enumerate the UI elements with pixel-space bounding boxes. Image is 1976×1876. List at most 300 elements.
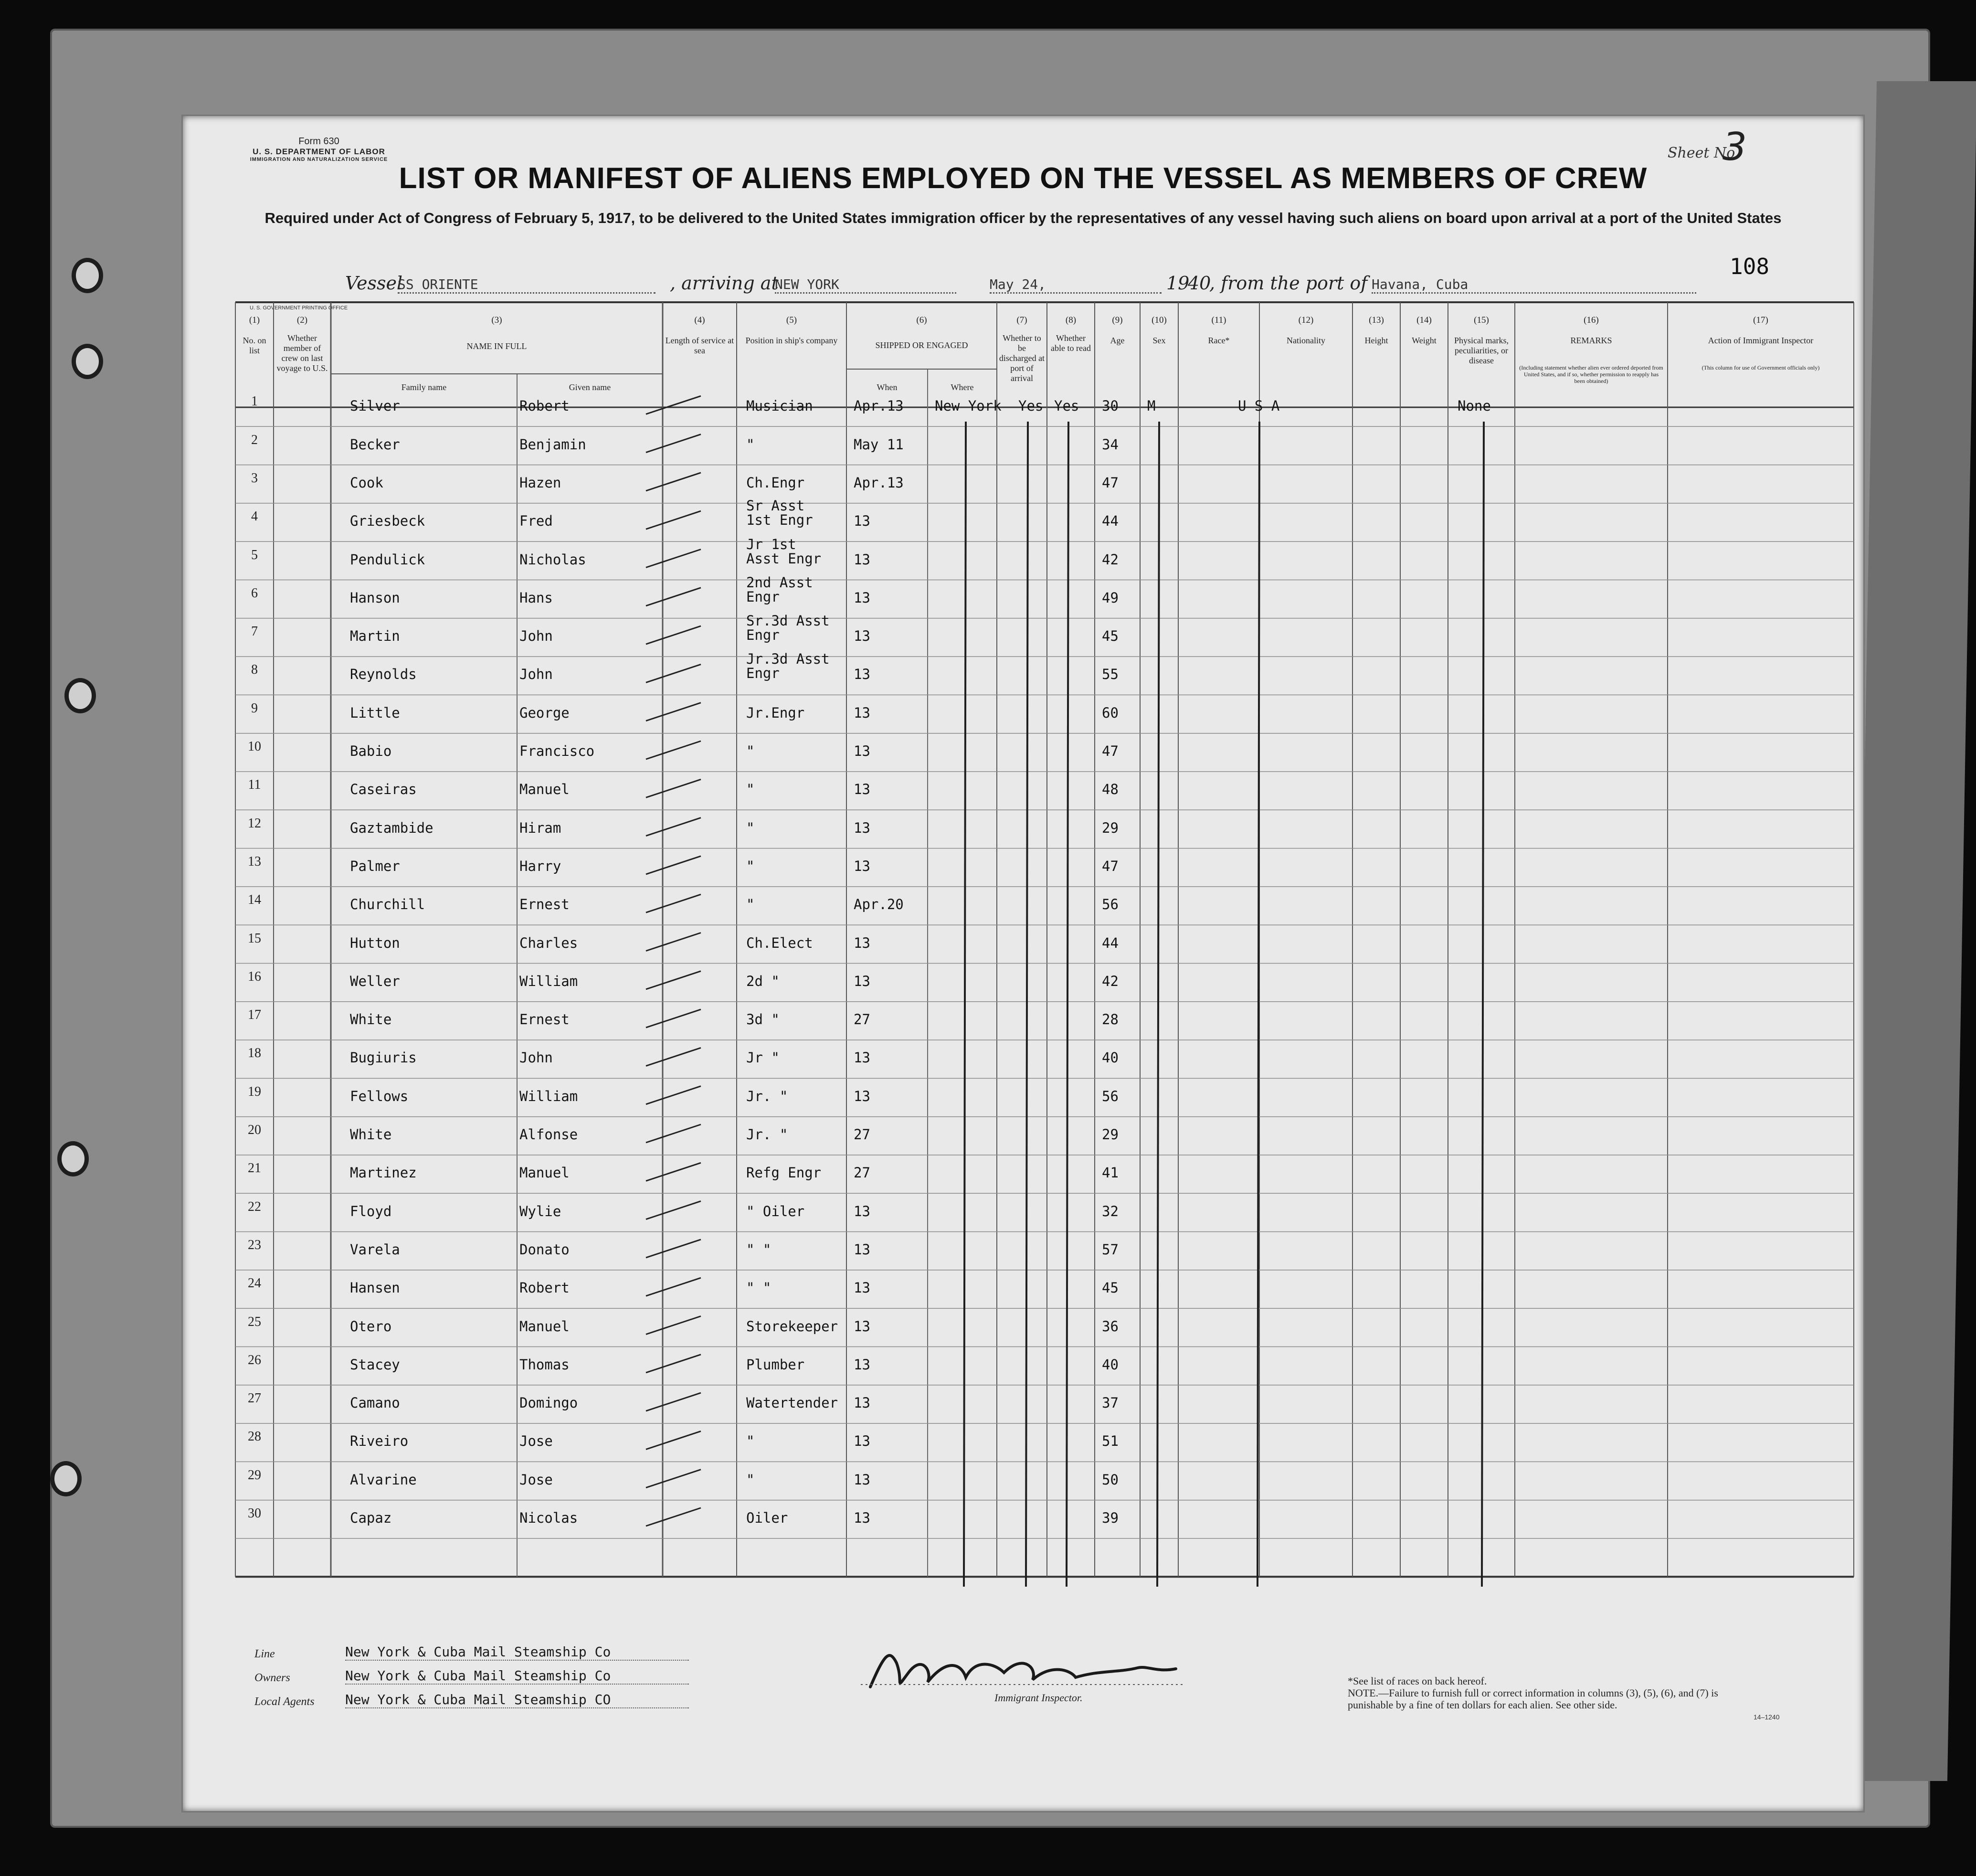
column-header: Nationality xyxy=(1287,336,1325,345)
service-tick-mark xyxy=(646,1470,701,1488)
cell-no: 15 xyxy=(248,931,261,946)
cell-position: 2nd Asst xyxy=(746,574,813,591)
cell-no: 1 xyxy=(251,394,258,409)
column-header: Position in ship's company xyxy=(745,336,838,345)
cell-when: 13 xyxy=(854,551,870,568)
column-subheader: When xyxy=(877,382,898,392)
arrival-port: NEW YORK xyxy=(775,276,956,294)
cell-given: Benjamin xyxy=(519,436,586,453)
cell-position: " Oiler xyxy=(746,1203,805,1219)
cell-position: " xyxy=(746,743,755,759)
form-code: 14–1240 xyxy=(1754,1713,1780,1721)
cell-age: 37 xyxy=(1102,1395,1119,1411)
cell-no: 6 xyxy=(251,585,258,601)
column-note: (Including statement whether alien ever ordered deported from United States, and if so, whether permission to reapply has been obtained) xyxy=(1519,364,1663,384)
cell-position-cont: Engr xyxy=(746,665,780,682)
cell-position: Ch.Elect xyxy=(746,934,813,951)
cell-position-cont: Engr xyxy=(746,627,780,644)
service-tick-mark xyxy=(646,1124,701,1143)
cell-given: William xyxy=(519,1088,578,1104)
cell-age: 42 xyxy=(1102,973,1119,989)
cell-when: 13 xyxy=(854,666,870,683)
service-tick-mark xyxy=(646,818,701,836)
cell-when: 13 xyxy=(854,1203,870,1219)
page-title: LIST OR MANIFEST OF ALIENS EMPLOYED ON THE VESSEL AS MEMBERS OF CREW xyxy=(399,162,1648,195)
cell-no: 29 xyxy=(248,1467,261,1483)
binder-hole xyxy=(64,678,96,713)
cell-age: 41 xyxy=(1102,1165,1119,1181)
column-number: (15) xyxy=(1474,315,1489,325)
column-subheader: Family name xyxy=(401,382,447,392)
cell-position: Jr. " xyxy=(746,1088,788,1104)
cell-age: 47 xyxy=(1102,474,1119,491)
owners-value: New York & Cuba Mail Steamship Co xyxy=(345,1668,689,1685)
cell-age: 56 xyxy=(1102,896,1119,913)
ditto-stroke xyxy=(964,422,966,1587)
cell-family: Hutton xyxy=(350,934,400,951)
cell-given: John xyxy=(519,628,553,645)
cell-family: Riveiro xyxy=(350,1433,409,1450)
column-subheader: Where xyxy=(951,382,974,392)
cell-family: Cook xyxy=(350,474,383,491)
cell-family: Hansen xyxy=(350,1280,400,1296)
cell-no: 10 xyxy=(248,739,261,754)
column-header: Physical marks, peculiarities, or disease xyxy=(1454,336,1509,365)
cell-no: 2 xyxy=(251,432,258,447)
cell-age: 29 xyxy=(1102,1126,1119,1143)
cell-family: Little xyxy=(350,704,400,721)
printing-office: U. S. GOVERNMENT PRINTING OFFICE xyxy=(250,305,348,311)
cell-given: John xyxy=(519,666,553,683)
cell-no: 26 xyxy=(248,1352,261,1367)
cell-read: Yes xyxy=(1054,398,1079,414)
cell-given: Robert xyxy=(519,1280,570,1296)
cell-position: " xyxy=(746,896,755,913)
cell-no: 11 xyxy=(248,777,261,793)
service-tick-mark xyxy=(646,664,701,682)
cell-family: Babio xyxy=(350,743,392,759)
service-tick-mark xyxy=(646,1009,701,1028)
column-header: Length of service at sea xyxy=(665,336,734,355)
service-tick-mark xyxy=(646,1508,701,1526)
cell-discharged: Yes xyxy=(1018,398,1044,414)
service-tick-mark xyxy=(646,473,701,491)
cell-age: 56 xyxy=(1102,1088,1119,1104)
binder-hole xyxy=(72,344,103,379)
line-label: Line xyxy=(254,1648,275,1660)
cell-age: 45 xyxy=(1102,1280,1119,1296)
cell-age: 49 xyxy=(1102,589,1119,606)
cell-position-cont: Asst Engr xyxy=(746,550,822,567)
cell-given: Hiram xyxy=(519,819,561,836)
service-tick-mark xyxy=(646,856,701,874)
service-tick-mark xyxy=(646,435,701,453)
service-tick-mark xyxy=(646,1048,701,1066)
cell-position: Jr.Engr xyxy=(746,704,805,721)
cell-position: " xyxy=(746,436,755,453)
cell-given: Manuel xyxy=(519,1318,570,1335)
cell-no: 27 xyxy=(248,1391,261,1406)
service-tick-mark xyxy=(646,1278,701,1296)
cell-no: 9 xyxy=(251,700,258,716)
cell-when: Apr.13 xyxy=(854,474,904,491)
form-number: Form 630 xyxy=(298,136,339,147)
cell-family: Fellows xyxy=(350,1088,409,1104)
cell-age: 28 xyxy=(1102,1011,1119,1028)
cell-position: " " xyxy=(746,1280,771,1296)
ditto-stroke xyxy=(1026,422,1028,1587)
cell-when: 27 xyxy=(854,1165,870,1181)
service-tick-mark xyxy=(646,1393,701,1411)
cell-family: Capaz xyxy=(350,1510,392,1526)
cell-family: White xyxy=(350,1011,392,1028)
cell-no: 4 xyxy=(251,509,258,524)
column-number: (13) xyxy=(1369,315,1384,325)
column-header: NAME IN FULL xyxy=(466,341,527,351)
cell-position: Sr.3d Asst xyxy=(746,613,830,629)
cell-given: Manuel xyxy=(519,781,570,798)
cell-family: Palmer xyxy=(350,858,400,874)
cell-given: Nicolas xyxy=(519,1510,578,1526)
cell-age: 50 xyxy=(1102,1471,1119,1488)
cell-position: Refg Engr xyxy=(746,1165,822,1181)
cell-position: " xyxy=(746,858,755,874)
cell-given: Manuel xyxy=(519,1165,570,1181)
cell-given: Hans xyxy=(519,589,553,606)
cell-where: New York xyxy=(935,398,1002,414)
cell-when: 13 xyxy=(854,973,870,989)
cell-given: Domingo xyxy=(519,1395,578,1411)
cell-family: Stacey xyxy=(350,1356,400,1373)
cell-when: 13 xyxy=(854,1395,870,1411)
cell-when: 13 xyxy=(854,819,870,836)
cell-no: 25 xyxy=(248,1314,261,1329)
cell-position: 2d " xyxy=(746,973,780,989)
cell-when: 13 xyxy=(854,1471,870,1488)
inspector-caption: Immigrant Inspector. xyxy=(994,1692,1083,1704)
cell-no: 3 xyxy=(251,470,258,486)
cell-position: Jr " xyxy=(746,1049,780,1066)
column-number: (1) xyxy=(249,315,260,325)
cell-no: 24 xyxy=(248,1276,261,1291)
cell-given: Jose xyxy=(519,1433,553,1450)
column-header: Race* xyxy=(1208,336,1230,345)
column-header: REMARKS xyxy=(1570,336,1612,345)
cell-when: 13 xyxy=(854,1318,870,1335)
cell-no: 18 xyxy=(248,1046,261,1061)
column-header: Age xyxy=(1110,336,1125,345)
cell-family: Martin xyxy=(350,628,400,645)
cell-given: Harry xyxy=(519,858,561,874)
cell-family: Otero xyxy=(350,1318,392,1335)
from-port-label: , from the port of xyxy=(1209,273,1368,294)
service-tick-mark xyxy=(646,511,701,529)
cell-age: 32 xyxy=(1102,1203,1119,1219)
cell-age: 55 xyxy=(1102,666,1119,683)
cell-when: 13 xyxy=(854,513,870,530)
column-subheader: Given name xyxy=(569,382,611,392)
penalty-note: NOTE.—Failure to furnish full or correct information in columns (3), (5), (6), and (7) is punishable by a fine of ten dollars for each alien. See other side. xyxy=(1348,1687,1718,1711)
cell-age: 30 xyxy=(1102,398,1119,414)
cell-when: 13 xyxy=(854,704,870,721)
service-tick-mark xyxy=(646,933,701,951)
column-number: (4) xyxy=(694,315,705,325)
cell-given: John xyxy=(519,1049,553,1066)
cell-position: Sr Asst xyxy=(746,498,805,514)
service-tick-mark xyxy=(646,1163,701,1181)
cell-position: " xyxy=(746,1433,755,1450)
service-tick-mark xyxy=(646,1086,701,1104)
column-number: (16) xyxy=(1584,315,1599,325)
service-tick-mark xyxy=(646,1201,701,1219)
cell-age: 34 xyxy=(1102,436,1119,453)
cell-when: 13 xyxy=(854,1510,870,1526)
agents-value: New York & Cuba Mail Steamship CO xyxy=(345,1692,689,1708)
service-tick-mark xyxy=(646,741,701,759)
service-tick-mark xyxy=(646,396,701,414)
department-name: U. S. DEPARTMENT OF LABOR xyxy=(253,147,385,156)
service-tick-mark xyxy=(646,1431,701,1449)
cell-no: 16 xyxy=(248,969,261,984)
ditto-stroke xyxy=(1067,422,1068,1587)
column-note: (This column for use of Government officials only) xyxy=(1701,364,1820,371)
cell-given: William xyxy=(519,973,578,989)
cell-family: Reynolds xyxy=(350,666,417,683)
agents-label: Local Agents xyxy=(254,1696,315,1708)
column-number: (12) xyxy=(1298,315,1314,325)
cell-when: 13 xyxy=(854,743,870,759)
cell-age: 36 xyxy=(1102,1318,1119,1335)
cell-family: Martinez xyxy=(350,1165,417,1181)
cell-age: 51 xyxy=(1102,1433,1119,1450)
cell-when: May 11 xyxy=(854,436,904,453)
cell-position: Musician xyxy=(746,398,813,414)
service-tick-mark xyxy=(646,703,701,721)
cell-sex: M xyxy=(1147,398,1156,414)
cell-age: 47 xyxy=(1102,743,1119,759)
cell-family: White xyxy=(350,1126,392,1143)
cell-family: Griesbeck xyxy=(350,513,425,530)
cell-position: 3d " xyxy=(746,1011,780,1028)
cell-family: Gaztambide xyxy=(350,819,433,836)
cell-given: Francisco xyxy=(519,743,595,759)
column-number: (3) xyxy=(491,315,502,325)
cell-position: Watertender xyxy=(746,1395,838,1411)
cell-family: Camano xyxy=(350,1395,400,1411)
cell-position: Ch.Engr xyxy=(746,474,805,491)
column-number: (8) xyxy=(1065,315,1077,325)
column-number: (11) xyxy=(1211,315,1226,325)
arrival-date: May 24, xyxy=(990,276,1162,294)
cell-no: 23 xyxy=(248,1237,261,1252)
cell-position: " xyxy=(746,1471,755,1488)
cell-family: Pendulick xyxy=(350,551,425,568)
column-header: Whether able to read xyxy=(1051,333,1091,353)
service-tick-mark xyxy=(646,550,701,568)
column-number: (10) xyxy=(1152,315,1167,325)
cell-position: Jr.3d Asst xyxy=(746,651,830,668)
cell-no: 21 xyxy=(248,1161,261,1176)
cell-age: 44 xyxy=(1102,934,1119,951)
cell-age: 44 xyxy=(1102,513,1119,530)
vessel-label: Vessel xyxy=(345,273,403,294)
cell-age: 48 xyxy=(1102,781,1119,798)
cell-position: Storekeeper xyxy=(746,1318,838,1335)
sheet-number-value: 3 xyxy=(1722,125,1747,169)
binder-hole xyxy=(72,258,103,293)
cell-nationality: U S A xyxy=(1238,398,1280,414)
owners-label: Owners xyxy=(254,1672,290,1684)
cell-given: Jose xyxy=(519,1471,553,1488)
cell-no: 17 xyxy=(248,1007,261,1023)
column-number: (17) xyxy=(1753,315,1768,325)
cell-given: Ernest xyxy=(519,896,570,913)
ditto-stroke xyxy=(1482,422,1484,1587)
binder-hole xyxy=(57,1141,89,1176)
column-number: (9) xyxy=(1112,315,1123,325)
cell-no: 13 xyxy=(248,854,261,869)
year-value: 40 xyxy=(1188,273,1211,294)
cell-given: Donato xyxy=(519,1241,570,1258)
cell-given: Thomas xyxy=(519,1356,570,1373)
cell-no: 22 xyxy=(248,1199,261,1214)
cell-position-cont: 1st Engr xyxy=(746,512,813,529)
races-note: *See list of races on back hereof. xyxy=(1348,1675,1487,1687)
cell-when: Apr.13 xyxy=(854,398,904,414)
cell-age: 47 xyxy=(1102,858,1119,874)
cell-family: Weller xyxy=(350,973,400,989)
cell-no: 14 xyxy=(248,892,261,908)
column-header: SHIPPED OR ENGAGED xyxy=(875,340,968,350)
cell-family: Hanson xyxy=(350,589,400,606)
sheet-number-label: Sheet No. xyxy=(1668,145,1740,161)
cell-given: George xyxy=(519,704,570,721)
column-number: (7) xyxy=(1016,315,1027,325)
cell-position: Jr 1st xyxy=(746,536,796,552)
cell-when: 13 xyxy=(854,1356,870,1373)
page-stamp: 108 xyxy=(1730,254,1770,279)
cell-position: " " xyxy=(746,1241,771,1258)
service-tick-mark xyxy=(646,588,701,606)
cell-position: Oiler xyxy=(746,1510,788,1526)
cell-when: 13 xyxy=(854,1049,870,1066)
column-number: (2) xyxy=(296,315,308,325)
cell-family: Churchill xyxy=(350,896,425,913)
ditto-stroke xyxy=(1157,422,1159,1587)
binder-hole xyxy=(50,1461,82,1496)
cell-given: Fred xyxy=(519,513,553,530)
cell-family: Silver xyxy=(350,398,400,414)
cell-when: 13 xyxy=(854,589,870,606)
cell-when: 27 xyxy=(854,1011,870,1028)
cell-given: Nicholas xyxy=(519,551,586,568)
column-header: Sex xyxy=(1152,336,1166,345)
cell-age: 60 xyxy=(1102,704,1119,721)
service-tick-mark xyxy=(646,626,701,644)
service-tick-mark xyxy=(646,1316,701,1335)
column-number: (5) xyxy=(786,315,797,325)
cell-no: 5 xyxy=(251,547,258,562)
service-tick-mark xyxy=(646,1240,701,1258)
cell-position-cont: Engr xyxy=(746,588,780,605)
cell-when: 13 xyxy=(854,1433,870,1450)
cell-given: Hazen xyxy=(519,474,561,491)
column-header: Whether to be discharged at port of arrival xyxy=(999,333,1045,383)
manifest-sheet xyxy=(181,115,1865,1812)
cell-no: 28 xyxy=(248,1429,261,1444)
cell-age: 40 xyxy=(1102,1049,1119,1066)
service-tick-mark xyxy=(646,1355,701,1373)
cell-age: 42 xyxy=(1102,551,1119,568)
cell-no: 8 xyxy=(251,662,258,678)
cell-no: 30 xyxy=(248,1506,261,1521)
column-header: No. on list xyxy=(243,336,266,355)
cell-family: Varela xyxy=(350,1241,400,1258)
cell-no: 20 xyxy=(248,1123,261,1137)
service-name: IMMIGRATION AND NATURALIZATION SERVICE xyxy=(250,157,388,162)
cell-family: Bugiuris xyxy=(350,1049,417,1066)
cell-marks: None xyxy=(1458,398,1491,414)
column-header: Whether member of crew on last voyage to U.S. xyxy=(276,333,328,373)
column-header: Height xyxy=(1364,336,1388,345)
column-header: Action of Immigrant Inspector xyxy=(1708,336,1814,345)
cell-when: 13 xyxy=(854,1241,870,1258)
column-number: (6) xyxy=(916,315,927,325)
service-tick-mark xyxy=(646,894,701,912)
cell-when: 13 xyxy=(854,781,870,798)
cell-when: 13 xyxy=(854,934,870,951)
cell-age: 29 xyxy=(1102,819,1119,836)
service-tick-mark xyxy=(646,779,701,797)
cell-given: Ernest xyxy=(519,1011,570,1028)
cell-when: 13 xyxy=(854,628,870,645)
vessel-name: SS ORIENTE xyxy=(398,276,655,294)
column-number: (14) xyxy=(1416,315,1432,325)
cell-age: 57 xyxy=(1102,1241,1119,1258)
page-subtitle: Required under Act of Congress of February 5, 1917, to be delivered to the United States immigration officer by the representatives of any vessel having such aliens on board upon arrival at a port of the United States xyxy=(264,210,1782,226)
cell-position: " xyxy=(746,781,755,798)
cell-family: Alvarine xyxy=(350,1471,417,1488)
cell-no: 7 xyxy=(251,624,258,639)
line-value: New York & Cuba Mail Steamship Co xyxy=(345,1644,689,1661)
cell-when: Apr.20 xyxy=(854,896,904,913)
cell-given: Wylie xyxy=(519,1203,561,1219)
cell-given: Charles xyxy=(519,934,578,951)
cell-age: 40 xyxy=(1102,1356,1119,1373)
cell-no: 12 xyxy=(248,816,261,831)
departure-port: Havana, Cuba xyxy=(1372,276,1696,294)
cell-position: Plumber xyxy=(746,1356,805,1373)
cell-when: 13 xyxy=(854,1280,870,1296)
cell-when: 13 xyxy=(854,858,870,874)
cell-given: Robert xyxy=(519,398,570,414)
cell-family: Caseiras xyxy=(350,781,417,798)
cell-when: 27 xyxy=(854,1126,870,1143)
arriving-label: , arriving at xyxy=(670,273,779,294)
service-tick-mark xyxy=(646,971,701,989)
cell-no: 19 xyxy=(248,1084,261,1099)
cell-given: Alfonse xyxy=(519,1126,578,1143)
year-prefix: 19 xyxy=(1166,273,1190,294)
cell-family: Floyd xyxy=(350,1203,392,1219)
column-header: Weight xyxy=(1412,336,1437,345)
cell-position: " xyxy=(746,819,755,836)
cell-position: Jr. " xyxy=(746,1126,788,1143)
footer-note xyxy=(1348,1675,1758,1711)
cell-age: 45 xyxy=(1102,628,1119,645)
cell-when: 13 xyxy=(854,1088,870,1104)
cell-age: 39 xyxy=(1102,1510,1119,1526)
